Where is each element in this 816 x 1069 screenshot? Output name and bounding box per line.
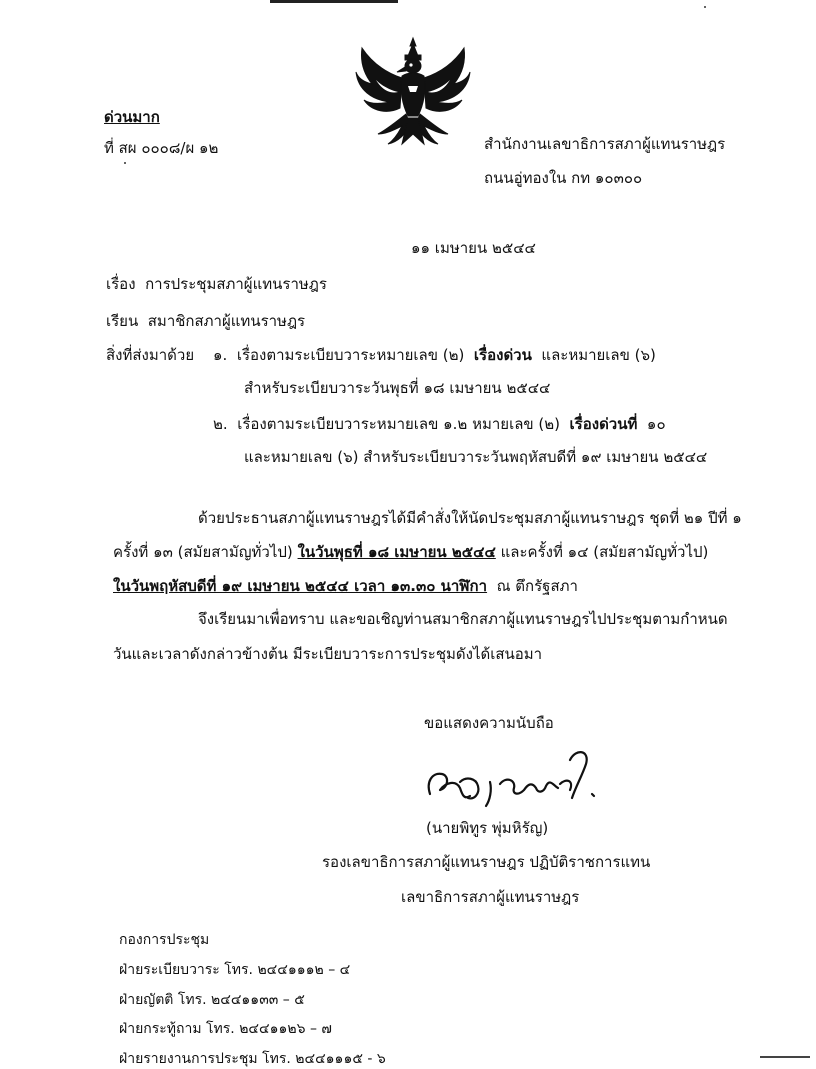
garuda-emblem-icon	[352, 34, 474, 152]
enclosure-item-1	[213, 345, 656, 365]
enclosure-item-1-line2: สำหรับระเบียบวาระวันพุธที่ ๑๘ เมษายน ๒๕๔๔	[244, 379, 551, 397]
body-p1-line2	[113, 542, 708, 562]
contact-line: ฝ่ายระเบียบวาระ โทร. ๒๔๔๑๑๑๒ – ๔	[119, 962, 351, 978]
document-date: ๑๑ เมษายน ๒๕๔๔	[411, 239, 536, 257]
to-line	[106, 311, 305, 331]
to-label: เรียน	[106, 312, 139, 330]
office-name: สำนักงานเลขาธิการสภาผู้แทนราษฎร	[484, 135, 726, 153]
document-number: ที่ สผ ๐๐๐๘/ผ ๑๒	[104, 139, 219, 157]
body-p2-line1: จึงเรียนมาเพื่อทราบ และขอเชิญท่านสมาชิกสภาผู้แทนราษฎรไปประชุมตามกำหนด	[198, 610, 728, 628]
contact-line: ฝ่ายรายงานการประชุม โทร. ๒๔๔๑๑๑๕ - ๖	[119, 1051, 386, 1067]
enclosure-item-2-text: เรื่องตามระเบียบวาระหมายเลข ๑.๒ หมายเลข (๒)	[237, 415, 560, 433]
signer-title-line1: รองเลขาธิการสภาผู้แทนราษฎร ปฏิบัติราชการแทน	[322, 853, 651, 871]
body-p1-line1: ด้วยประธานสภาผู้แทนราษฎรได้มีคำสั่งให้นัดประชุมสภาผู้แทนราษฎร ชุดที่ ๒๑ ปีที่ ๑	[198, 509, 742, 527]
contact-line: ฝ่ายญัตติ โทร. ๒๔๔๑๑๓๓ – ๕	[119, 992, 305, 1008]
enclosure-label: สิ่งที่ส่งมาด้วย	[106, 346, 195, 364]
office-address: ถนนอู่ทองใน กท ๑๐๓๐๐	[484, 169, 643, 187]
enclosure-item-2-number: ๒.	[213, 415, 228, 433]
enclosure-item-1-urgent: เรื่องด่วน	[473, 346, 532, 364]
enclosure-item-1-number: ๑.	[213, 346, 228, 364]
enclosure-item-1-text-b: และหมายเลข (๖)	[541, 346, 656, 364]
footer-mark	[760, 1056, 810, 1058]
top-edge-mark	[270, 0, 398, 3]
scan-speck	[124, 162, 126, 164]
contact-line: ฝ่ายกระทู้ถาม โทร. ๒๔๔๑๑๒๖ – ๗	[119, 1021, 332, 1037]
urgency-label: ด่วนมาก	[104, 108, 160, 126]
closing-regards: ขอแสดงความนับถือ	[424, 714, 554, 732]
enclosure-item-2	[213, 414, 666, 434]
body-p2-line2: วันและเวลาดังกล่าวข้างต้น มีระเบียบวาระการประชุมดังได้เสนอมา	[113, 645, 543, 663]
subject-line	[106, 274, 327, 294]
body-p1-line2-emphasis: ในวันพุธที่ ๑๘ เมษายน ๒๕๔๔	[297, 543, 496, 561]
body-p1-line3	[113, 576, 578, 596]
signer-title-line2: เลขาธิการสภาผู้แทนราษฎร	[401, 888, 580, 906]
enclosure-item-1-text: เรื่องตามระเบียบวาระหมายเลข (๒)	[236, 346, 465, 364]
body-p1-line3-emphasis: ในวันพฤหัสบดีที่ ๑๙ เมษายน ๒๕๔๔ เวลา ๑๓.๓๐ นาฬิกา	[113, 577, 488, 595]
subject-label: เรื่อง	[106, 275, 136, 293]
enclosure-item-2-line2: และหมายเลข (๖) สำหรับระเบียบวาระวันพฤหัสบดีที่ ๑๙ เมษายน ๒๕๔๔	[244, 448, 708, 466]
enclosure-item-2-text-b: ๑๐	[646, 415, 666, 433]
body-p1-line2-b: และครั้งที่ ๑๔ (สมัยสามัญทั่วไป)	[500, 543, 709, 561]
body-p1-line2-a: ครั้งที่ ๑๓ (สมัยสามัญทั่วไป)	[113, 543, 293, 561]
handwritten-signature	[420, 742, 610, 812]
subject-text: การประชุมสภาผู้แทนราษฎร	[145, 275, 327, 293]
to-text: สมาชิกสภาผู้แทนราษฎร	[147, 312, 306, 330]
enclosure-item-2-urgent: เรื่องด่วนที่	[569, 415, 638, 433]
contact-division: กองการประชุม	[119, 932, 210, 948]
signer-name: (นายพิทูร พุ่มหิรัญ)	[426, 819, 549, 837]
scan-speck	[704, 6, 706, 8]
body-p1-line3-b: ณ ตึกรัฐสภา	[496, 577, 578, 595]
